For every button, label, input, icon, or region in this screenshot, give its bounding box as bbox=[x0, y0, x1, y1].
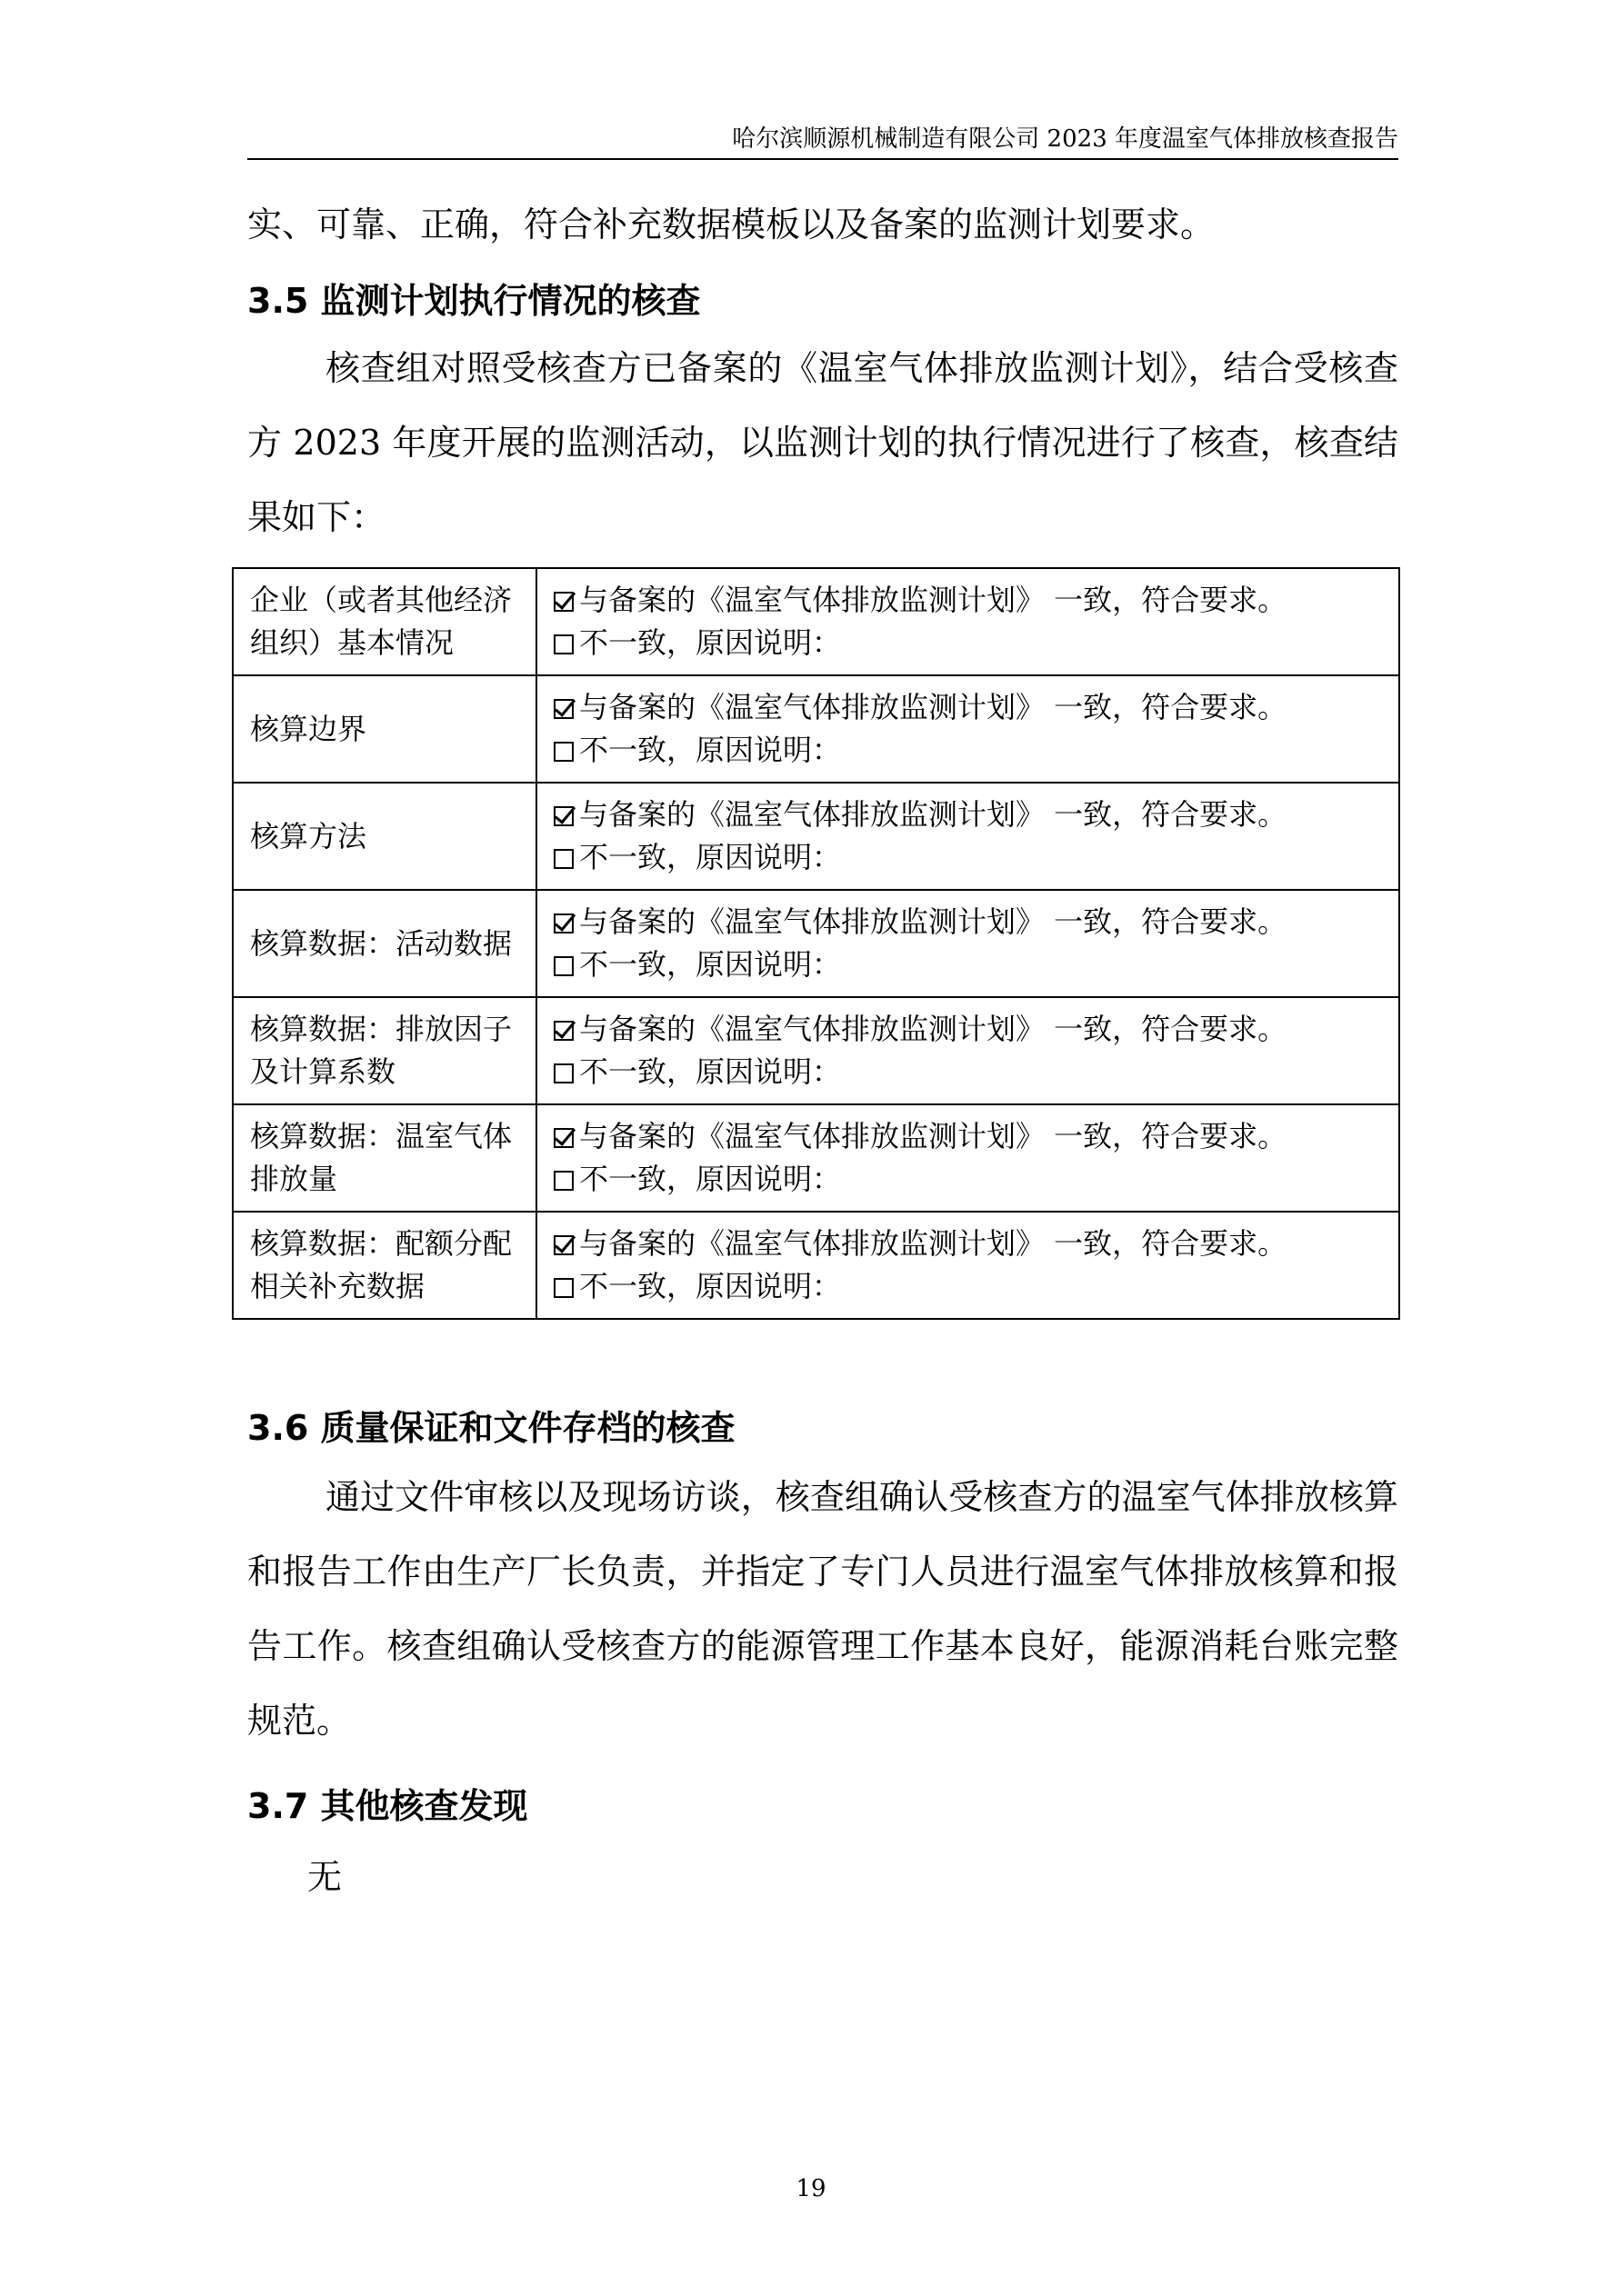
check-item-label: 企业（或者其他经济组织）基本情况 bbox=[233, 568, 536, 675]
checked-checkbox-icon[interactable] bbox=[554, 1235, 574, 1255]
checked-checkbox-icon[interactable] bbox=[554, 1021, 574, 1041]
check-result-cell bbox=[536, 890, 1399, 997]
consistent-option-label: 与备案的《温室气体排放监测计划》 一致，符合要求。 bbox=[579, 1012, 1287, 1046]
section-3-7-heading: 3.7 其他核查发现 bbox=[247, 1786, 528, 1826]
inconsistent-option-label: 不一致，原因说明： bbox=[579, 840, 842, 874]
section-3-6-heading: 3.6 质量保证和文件存档的核查 bbox=[247, 1408, 736, 1448]
consistent-option-label: 与备案的《温室气体排放监测计划》 一致，符合要求。 bbox=[579, 1119, 1287, 1153]
check-item-label: 核算数据：温室气体排放量 bbox=[233, 1104, 536, 1212]
checked-checkbox-icon[interactable] bbox=[554, 699, 574, 719]
checked-checkbox-icon[interactable] bbox=[554, 806, 574, 826]
checked-checkbox-icon[interactable] bbox=[554, 1128, 574, 1148]
table-row bbox=[233, 783, 1399, 890]
header-title: 哈尔滨顺源机械制造有限公司 2023 年度温室气体排放核查报告 bbox=[732, 125, 1398, 153]
check-item-label: 核算边界 bbox=[233, 675, 536, 783]
check-result-cell bbox=[536, 783, 1399, 890]
consistent-option-label: 与备案的《温室气体排放监测计划》 一致，符合要求。 bbox=[579, 583, 1287, 617]
page-number: 19 bbox=[796, 2175, 826, 2202]
checked-checkbox-icon[interactable] bbox=[554, 913, 574, 933]
inconsistent-option-label: 不一致，原因说明： bbox=[579, 733, 842, 767]
check-item-label: 核算方法 bbox=[233, 783, 536, 890]
unchecked-checkbox-icon[interactable] bbox=[554, 634, 574, 654]
check-item-label: 核算数据：活动数据 bbox=[233, 890, 536, 997]
table-row bbox=[233, 890, 1399, 997]
check-result-cell bbox=[536, 1104, 1399, 1212]
inconsistent-option-label: 不一致，原因说明： bbox=[579, 625, 842, 660]
unchecked-checkbox-icon[interactable] bbox=[554, 1063, 574, 1083]
monitoring-plan-check-table bbox=[232, 567, 1400, 1320]
check-item-label: 核算数据：配额分配相关补充数据 bbox=[233, 1212, 536, 1319]
check-result-cell bbox=[536, 997, 1399, 1104]
inconsistent-option-label: 不一致，原因说明： bbox=[579, 1162, 842, 1196]
page-header bbox=[247, 116, 1398, 160]
inconsistent-option-label: 不一致，原因说明： bbox=[579, 947, 842, 982]
check-result-cell bbox=[536, 1212, 1399, 1319]
checked-checkbox-icon[interactable] bbox=[554, 592, 574, 612]
consistent-option-label: 与备案的《温室气体排放监测计划》 一致，符合要求。 bbox=[579, 1226, 1287, 1261]
section-3-5-heading: 3.5 监测计划执行情况的核查 bbox=[247, 281, 701, 321]
section-3-6-paragraph: 通过文件审核以及现场访谈，核查组确认受核查方的温室气体排放核算和报告工作由生产厂长负责，并指定了专门人员进行温室气体排放核算和报告工作。核查组确认受核查方的能源管理工作基本良好，能源消耗台账完整规范。 bbox=[247, 1477, 1398, 1741]
table-row bbox=[233, 675, 1399, 783]
table-row bbox=[233, 997, 1399, 1104]
continuation-paragraph: 实、可靠、正确，符合补充数据模板以及备案的监测计划要求。 bbox=[247, 205, 1216, 245]
consistent-option-label: 与备案的《温室气体排放监测计划》 一致，符合要求。 bbox=[579, 904, 1287, 939]
inconsistent-option-label: 不一致，原因说明： bbox=[579, 1269, 842, 1303]
unchecked-checkbox-icon[interactable] bbox=[554, 742, 574, 762]
table-row bbox=[233, 1104, 1399, 1212]
check-item-label: 核算数据：排放因子及计算系数 bbox=[233, 997, 536, 1104]
table-row bbox=[233, 568, 1399, 675]
consistent-option-label: 与备案的《温室气体排放监测计划》 一致，符合要求。 bbox=[579, 797, 1287, 832]
section-3-7-paragraph: 无 bbox=[307, 1857, 343, 1897]
unchecked-checkbox-icon[interactable] bbox=[554, 1171, 574, 1191]
check-result-cell bbox=[536, 675, 1399, 783]
unchecked-checkbox-icon[interactable] bbox=[554, 956, 574, 976]
table-row bbox=[233, 1212, 1399, 1319]
consistent-option-label: 与备案的《温室气体排放监测计划》 一致，符合要求。 bbox=[579, 690, 1287, 724]
inconsistent-option-label: 不一致，原因说明： bbox=[579, 1054, 842, 1089]
unchecked-checkbox-icon[interactable] bbox=[554, 849, 574, 869]
section-3-5-paragraph: 核查组对照受核查方已备案的《温室气体排放监测计划》，结合受核查方 2023 年度开展的监测活动，以监测计划的执行情况进行了核查，核查结果如下： bbox=[247, 348, 1398, 537]
unchecked-checkbox-icon[interactable] bbox=[554, 1278, 574, 1298]
check-result-cell bbox=[536, 568, 1399, 675]
